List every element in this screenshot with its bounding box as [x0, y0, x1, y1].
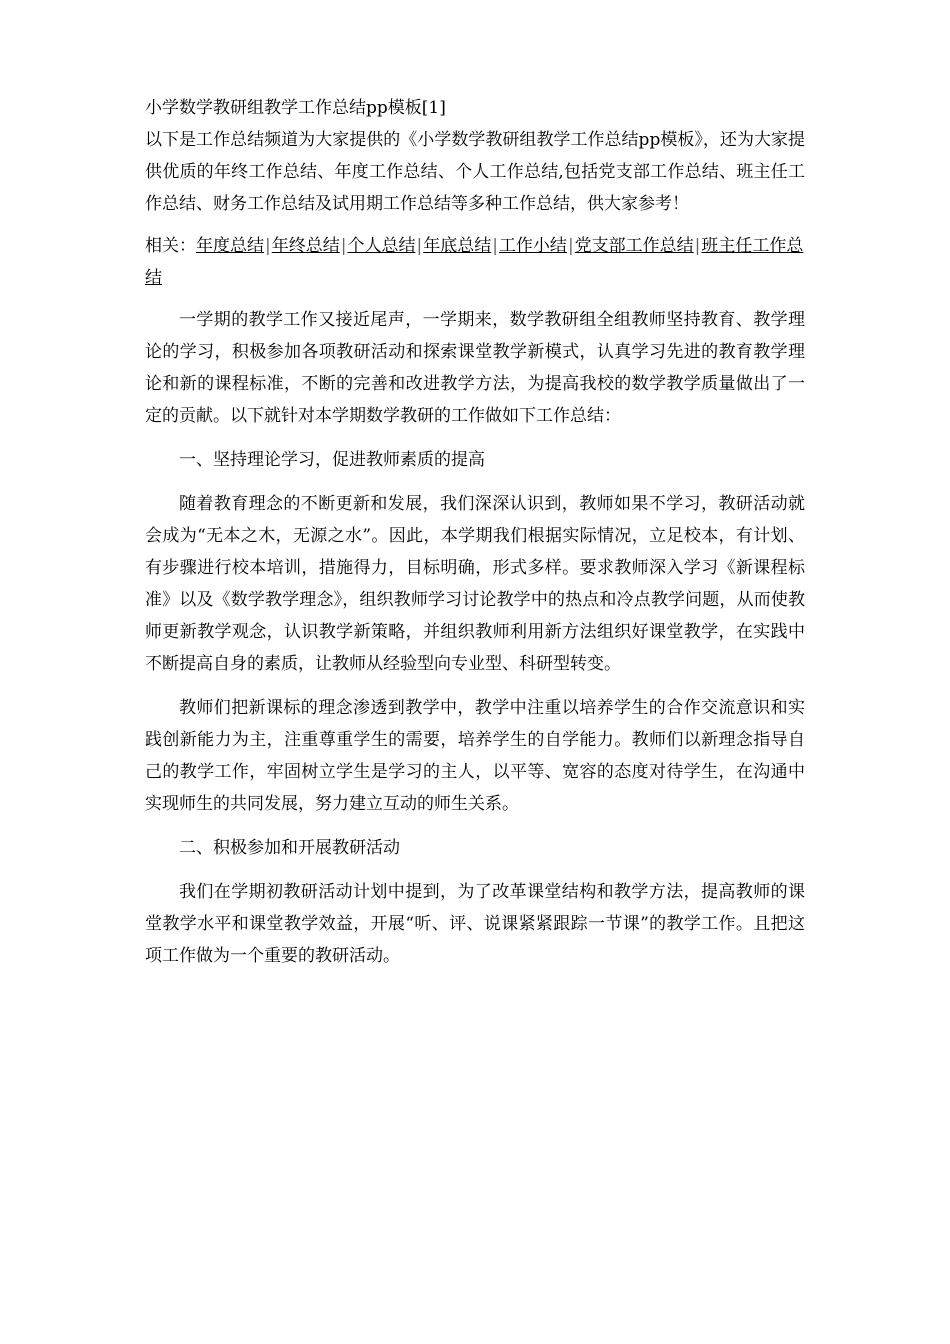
section-heading-2: 二、积极参加和开展教研活动 — [179, 838, 400, 858]
related-link-year-bottom[interactable]: 年底总结 — [423, 236, 492, 256]
body-paragraph-4: 我们在学期初教研活动计划中提到，为了改革课堂结构和教学方法，提高教师的课堂教学水平和课堂教学效益，开展“听、评、说课紧紧跟踪一节课”的教学工作。且把这项工作做为一个重要的教研活动。 — [145, 882, 805, 966]
related-link-personal[interactable]: 个人总结 — [347, 236, 416, 256]
link-separator: | — [416, 236, 423, 256]
link-separator: | — [492, 236, 498, 256]
section-heading-1: 一、坚持理论学习，促进教师素质的提高 — [179, 450, 485, 470]
document-page — [145, 92, 805, 984]
related-link-year-end[interactable]: 年终总结 — [271, 236, 340, 256]
body-paragraph-2: 随着教育理念的不断更新和发展，我们深深认识到，教师如果不学习，教研活动就会成为“无本之木，无源之水”。因此，本学期我们根据实际情况，立足校本，有计划、有步骤进行校本培训，措施得力，目标明确，形式多样。要求教师深入学习《新课程标准》以及《数学教学理念》，组织教师学习讨论教学中的热点和冷点教学问题，从而使教师更新教学观念，认识教学新策略，并组织教师利用新方法组织好课堂教学，在实践中不断提高自身的素质，让教师从经验型向专业型、科研型转变。 — [145, 494, 805, 674]
document-title: 小学数学教研组教学工作总结pp模板[1] — [145, 98, 446, 118]
link-separator: | — [340, 236, 347, 256]
link-separator: | — [265, 236, 271, 256]
link-separator: | — [567, 236, 574, 256]
body-paragraph-3: 教师们把新课标的理念渗透到教学中，教学中注重以培养学生的合作交流意识和实践创新能力为主，注重尊重学生的需要，培养学生的自学能力。教师们以新理念指导自己的教学工作，牢固树立学生是学习的主人，以平等、宽容的态度对待学生，在沟通中实现师生的共同发展，努力建立互动的师生关系。 — [145, 698, 805, 814]
related-link-annual[interactable]: 年度总结 — [196, 236, 264, 256]
related-link-class-teacher[interactable]: 班主任工作总结 — [145, 236, 804, 288]
related-link-party-branch[interactable]: 党支部工作总结 — [574, 236, 694, 256]
body-paragraph-1: 一学期的教学工作又接近尾声，一学期来，数学教研组全组教师坚持教育、教学理论的学习，积极参加各项教研活动和探索课堂教学新模式，认真学习先进的教育教学理论和新的课程标准，不断的完善和改进教学方法，为提高我校的数学教学质量做出了一定的贡献。以下就针对本学期数学教研的工作做如下工作总结： — [145, 310, 805, 426]
related-label: 相关： — [145, 236, 196, 256]
intro-paragraph: 以下是工作总结频道为大家提供的《小学数学教研组教学工作总结pp模板》，还为大家提供优质的年终工作总结、年度工作总结、个人工作总结,包括党支部工作总结、班主任工作总结、财务工作总结及试用期工作总结等多种工作总结，供大家参考！ — [145, 130, 805, 214]
related-links-row — [145, 230, 805, 294]
link-separator: | — [694, 236, 701, 256]
related-link-work-brief[interactable]: 工作小结 — [498, 236, 567, 256]
